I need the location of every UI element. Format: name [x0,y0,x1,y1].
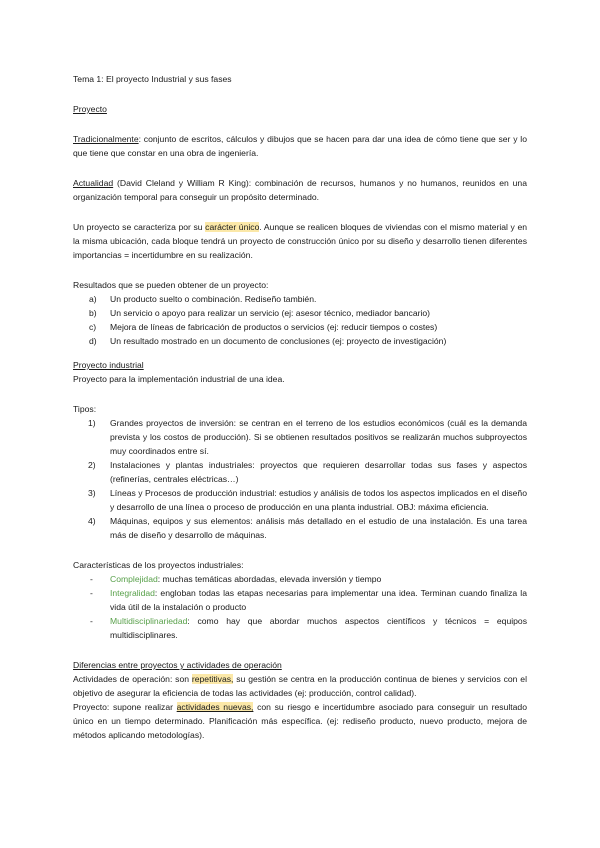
operacion-post: su gestión se centra en la producción continua de bienes y servicios con el objetivo de asegurar la eficiencia de todas las actividades (ej: producción, control calidad). [73,674,528,698]
caracteristicas-list [73,572,527,642]
proyecto-heading: Proyecto [73,104,107,114]
caracteristica-term: Complejidad [110,574,158,584]
caracter-unico-post: . Aunque se realicen bloques de viviendas con el mismo material y en la misma ubicación, cada bloque tendrá un proyecto de construcción único por su diseño y desarrollo tienen diferentes importancias = incertidumbre en su realización. [73,222,528,260]
document-page [73,72,527,742]
list-text: Mejora de líneas de fabricación de productos o servicios (ej: reducir tiempos o costes) [110,322,438,332]
proyecto-post: con su riesgo e incertidumbre asociado para conseguir un resultado único en un tiempo determinado. Planificación más específica. (ej: rediseño producto, nuevo producto, mejora de métodos aplicando metodologías). [73,702,527,740]
list-text: Un producto suelto o combinación. Rediseño también. [110,294,317,304]
actividades-operacion-paragraph [73,672,527,700]
diferencias-heading: Diferencias entre proyectos y actividades de operación [73,660,282,670]
list-text: Máquinas, equipos y sus elementos: análisis más detallado en el estudio de una instalación. Es una tarea más de diseño y desarrollo de máquinas. [110,516,527,540]
list-text: Líneas y Procesos de producción industrial: estudios y análisis de todos los aspectos implicados en el diseño y desarrollo de una línea o proceso de producción en una planta industrial. OBJ: máxima eficiencia. [110,488,527,512]
list-marker: 4) [88,516,96,526]
resultados-list [73,292,527,348]
list-marker: d) [89,336,97,346]
tradicional-label: Tradicionalmente [73,134,139,144]
list-item [73,416,527,458]
repetitivas-highlight: repetitivas, [191,674,234,684]
proyecto-paragraph [73,700,527,742]
tipos-label: Tipos: [73,404,97,414]
list-item [73,292,527,306]
proyecto-industrial-definition: Proyecto para la implementación industrial de una idea. [73,374,285,384]
list-text: Un servicio o apoyo para realizar un servicio (ej: asesor técnico, mediador bancario) [110,308,431,318]
list-item [73,486,527,514]
tipos-list [73,416,527,542]
caracter-unico-pre: Un proyecto se caracteriza por su [73,222,206,232]
list-text: Grandes proyectos de inversión: se centran en el terreno de los estudios económicos (cuál es la demanda prevista y los costos de producción). Si se obtienen resultados positivos se realizarán muchos subproyectos muy coordinados entre sí. [110,418,527,456]
list-marker: - [90,616,93,626]
caracteristica-term: Integralidad [110,588,155,598]
proyecto-industrial-heading: Proyecto industrial [73,360,144,370]
list-item [73,572,527,586]
list-marker: a) [89,294,97,304]
actualidad-paragraph [73,176,527,204]
list-item [73,458,527,486]
list-text: : muchas temáticas abordadas, elevada inversión y tiempo [157,574,382,584]
actividades-nuevas-highlight: actividades nuevas, [176,702,254,712]
caracteristica-term: Multidisciplinariedad [110,616,188,626]
list-marker: 2) [88,460,96,470]
actualidad-label: Actualidad [73,178,114,188]
proyecto-pre: Proyecto: supone realizar [73,702,177,712]
list-item [73,334,527,348]
list-item [73,614,527,642]
list-text: : engloban todas las etapas necesarias para implementar una idea. Terminan cuando finaliza la vida útil de la instalación o producto [110,588,527,612]
list-item [73,586,527,614]
list-item [73,320,527,334]
list-marker: 3) [88,488,96,498]
list-marker: c) [89,322,97,332]
actualidad-text: (David Cleland y William R King): combinación de recursos, humanos y no humanos, reunidos en una organización temporal para conseguir un propósito determinado. [73,178,527,202]
list-text: Un resultado mostrado en un documento de conclusiones (ej: proyecto de investigación) [110,336,447,346]
tradicional-paragraph [73,132,527,160]
operacion-pre: Actividades de operación: son [73,674,192,684]
list-item [73,514,527,542]
list-text: : como hay que abordar muchos aspectos científicos y técnicos = equipos multidisciplinares. [110,616,527,640]
caracter-unico-highlight: carácter único [205,222,260,232]
list-marker: - [90,588,93,598]
tradicional-text: : conjunto de escritos, cálculos y dibujos que se hacen para dar una idea de cómo tiene que ser y lo que tiene que constar en una obra de ingeniería. [73,134,527,158]
resultados-intro: Resultados que se pueden obtener de un proyecto: [73,280,269,290]
list-item [73,306,527,320]
document-title: Tema 1: El proyecto Industrial y sus fases [73,74,232,84]
caracteristicas-intro: Características de los proyectos industriales: [73,560,244,570]
list-marker: - [90,574,93,584]
list-marker: 1) [88,418,96,428]
list-text: Instalaciones y plantas industriales: proyectos que requieren desarrollar todas sus fases y aspectos (refinerías, centrales eléctricas…) [110,460,527,484]
list-marker: b) [89,308,97,318]
caracter-unico-paragraph [73,220,527,262]
